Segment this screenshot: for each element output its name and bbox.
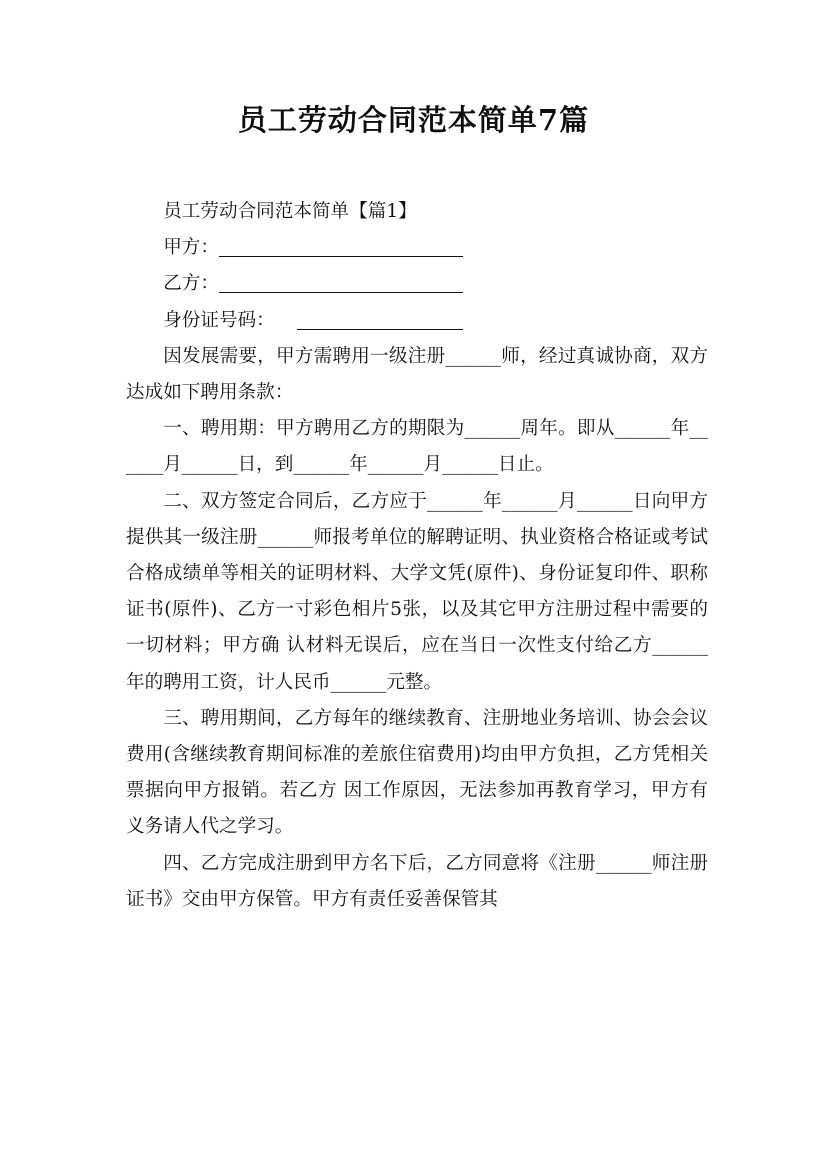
party-b-line [126, 266, 708, 302]
paragraph-clause-1: 一、聘用期：甲方聘用乙方的期限为______周年。即从______年______月______日，到______年______月______日止。 [126, 418, 708, 476]
party-a-line [126, 230, 708, 266]
party-b-blank [219, 272, 463, 293]
id-number-label: 身份证号码： [163, 309, 275, 331]
paragraph-clause-4: 四、乙方完成注册到甲方名下后，乙方同意将《注册______师注册证书》交由甲方保管。甲方有责任妥善保管其 [126, 852, 708, 910]
paragraph-intro: 因发展需要，甲方需聘用一级注册______师，经过真诚协商，双方达成如下聘用条款： [126, 345, 708, 404]
party-b-label: 乙方： [163, 273, 219, 295]
document-title: 员工劳动合同范本简单7篇 [237, 103, 590, 137]
id-number-line [126, 303, 708, 339]
document-body [126, 194, 708, 918]
paragraph-clause-2: 二、双方签定合同后，乙方应于______年______月______日向甲方提供其一级注册______师报考单位的解聘证明、执业资格合格证或考试 合格成绩单等相关的证明材料、大学文凭(原件)、身份证复印件、职称证书(原件)、乙方一寸彩色相片5张，以及其它甲方注册过程中需要的一切材料；甲方确 认材料无误后，应在当日一次性支付给乙方______年的聘用工资，计人民币______元整。 [126, 490, 708, 693]
party-a-blank [219, 236, 463, 257]
section-heading: 员工劳动合同范本简单【篇1】 [163, 201, 417, 222]
party-a-label: 甲方： [163, 237, 219, 259]
id-number-blank [297, 309, 463, 330]
paragraph-clause-3: 三、聘用期间，乙方每年的继续教育、注册地业务培训、协会会议费用(含继续教育期间标准的差旅住宿费用)均由甲方负担，乙方凭相关票据向甲方报销。若乙方 因工作原因，无法参加再教育学习，甲方有义务请人代之学习。 [126, 707, 708, 838]
